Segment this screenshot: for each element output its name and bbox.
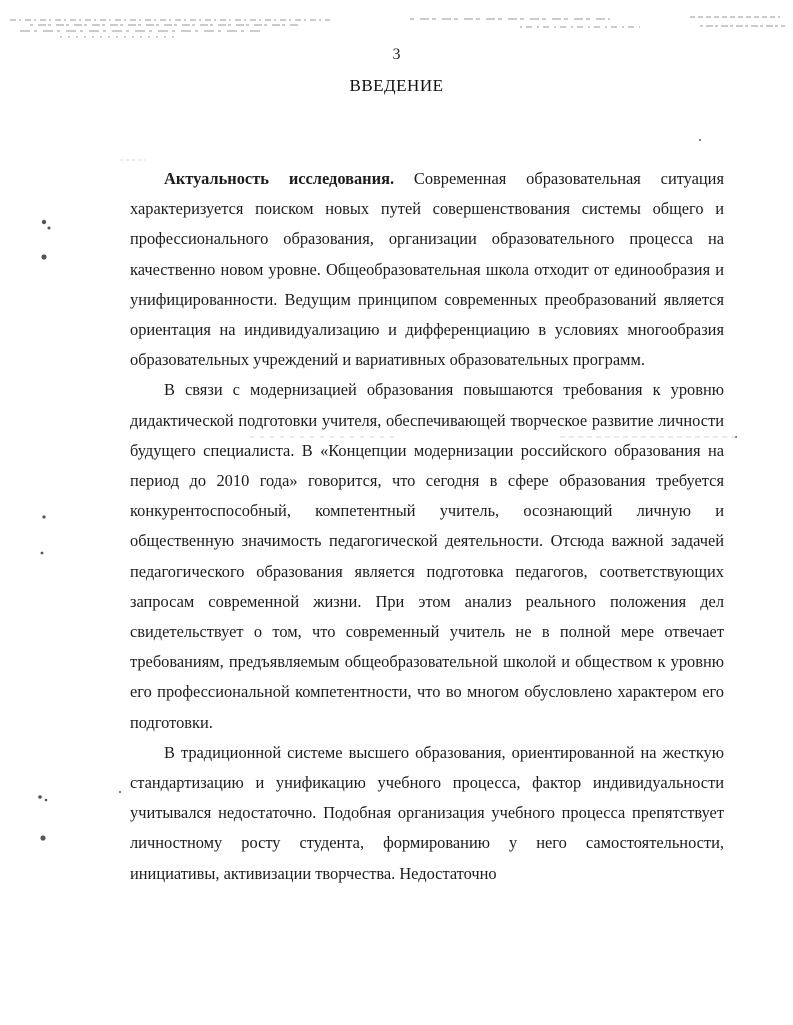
body-text <box>130 164 724 889</box>
paragraph <box>130 164 724 375</box>
paragraph: В связи с модернизацией образования повышаются требования к уровню дидактической подготовки учителя, обеспечивающей творческое развитие личности будущего специалиста. В «Концепции модернизации российского образования на период до 2010 года» говорится, что сегодня в сфере образования требуется конкурентоспособный, компетентный учитель, осознающий личную и общественную значимость педагогической деятельности. Отсюда важной задачей педагогического образования является подготовка педагогов, соответствующих запросам современной жизни. При этом анализ реального положения дел свидетельствует о том, что современный учитель не в полной мере отвечает требованиям, предъявляемым общеобразовательной школой и обществом к уровню его профессиональной компетентности, что во многом обусловлено характером его подготовки. <box>130 380 724 732</box>
page-number: 3 <box>392 46 401 63</box>
paragraph: В традиционной системе высшего образования, ориентированной на жесткую стандартизацию и унификацию учебного процесса, фактор индивидуальности учитывался недостаточно. Подобная организация учебного процесса препятствует личностному росту студента, формированию у него самостоятельности, инициативы, активизации творчества. Недостаточно <box>130 742 724 883</box>
page-title: ВВЕДЕНИЕ <box>349 76 444 95</box>
paragraph-lead: Актуальность исследования. <box>164 169 395 188</box>
paragraph-text: Современная образовательная ситуация характеризуется поиском новых путей совершенствования системы общего и профессионального образования, организации образовательного процесса на качественно новом уровне. Общеобразовательная школа отходит от единообразия и унифицированности. Ведущим принципом современных преобразований является ориентация на индивидуализацию и дифференциацию в условиях многообразия образовательных учреждений и вариативных образовательных программ. <box>130 169 724 370</box>
top-scan-streak <box>10 17 785 37</box>
